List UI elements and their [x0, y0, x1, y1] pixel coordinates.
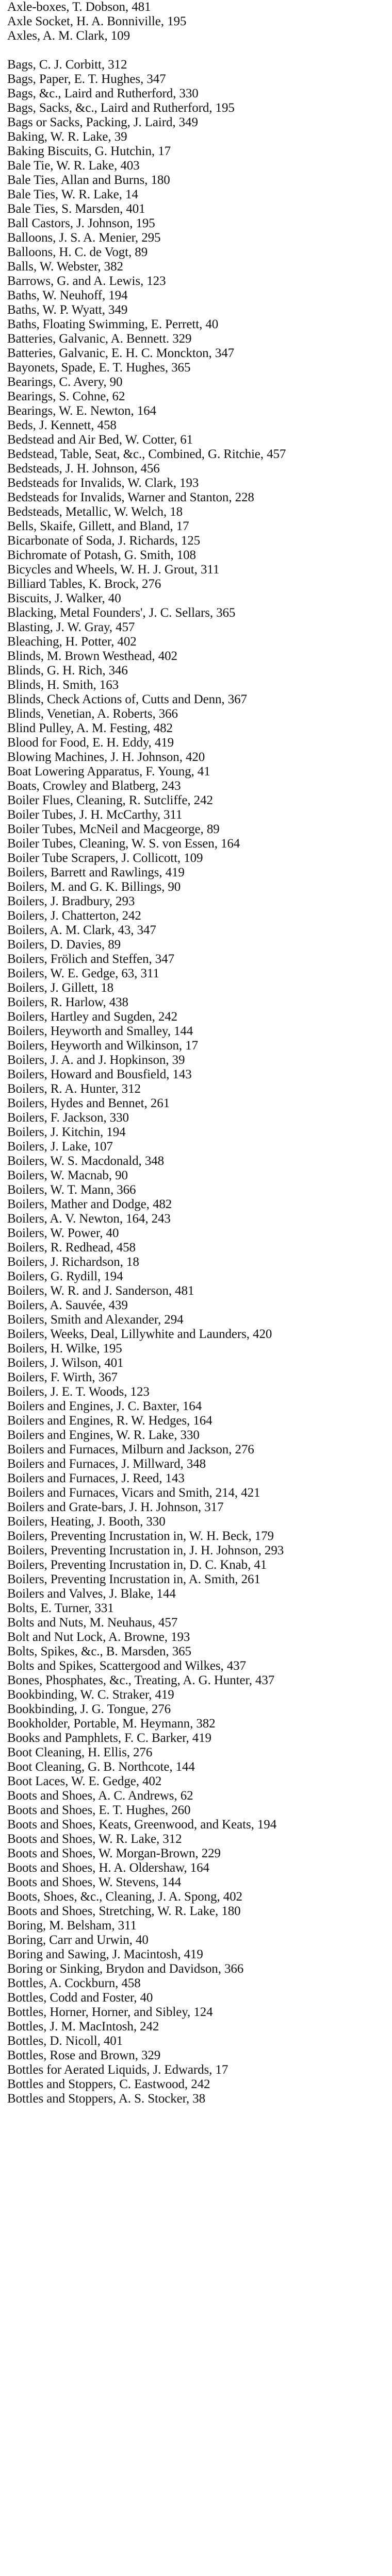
index-entry: Bags, C. J. Corbitt, 312 — [7, 58, 127, 72]
index-entry: Baths, W. P. Wyatt, 349 — [7, 303, 128, 317]
index-entry: Blinds, Venetian, A. Roberts, 366 — [7, 707, 178, 721]
index-entry: Bedsteads, Metallic, W. Welch, 18 — [7, 505, 183, 519]
index-entry: Boot Cleaning, G. B. Northcote, 144 — [7, 1760, 195, 1774]
index-entry: Boilers, M. and G. K. Billings, 90 — [7, 880, 181, 894]
index-entry: Baths, Floating Swimming, E. Perrett, 40 — [7, 317, 219, 331]
index-entry: Boring, Carr and Urwin, 40 — [7, 1933, 149, 1947]
index-entry: Bale Ties, S. Marsden, 401 — [7, 202, 145, 216]
index-entry: Boilers and Engines, R. W. Hedges, 164 — [7, 1414, 213, 1428]
index-entry: Boots and Shoes, Stretching, W. R. Lake, 180 — [7, 1904, 241, 1918]
index-entry: Boiler Tubes, McNeil and Macgeorge, 89 — [7, 822, 220, 836]
index-entry: Boiler Tubes, Cleaning, W. S. von Essen, 164 — [7, 837, 240, 851]
index-entry: Beds, J. Kennett, 458 — [7, 418, 117, 432]
index-entry: Boots and Shoes, H. A. Oldershaw, 164 — [7, 1861, 209, 1875]
index-entry: Boilers, Heyworth and Wilkinson, 17 — [7, 1039, 198, 1053]
index-entry: Boilers, W. R. and J. Sanderson, 481 — [7, 1284, 194, 1298]
index-entry: Bolts and Nuts, M. Neuhaus, 457 — [7, 1616, 178, 1630]
index-entry: Boilers, W. Macnab, 90 — [7, 1168, 128, 1182]
index-entry: Bottles, Rose and Brown, 329 — [7, 2048, 161, 2062]
index-entry: Balls, W. Webster, 382 — [7, 260, 123, 274]
index-entry: Boilers, J. E. T. Woods, 123 — [7, 1385, 150, 1399]
index-entry: Bedsteads for Invalids, Warner and Stanton, 228 — [7, 490, 254, 504]
index-entry: Bottles and Stoppers, A. S. Stocker, 38 — [7, 2092, 205, 2106]
index-entry: Boring or Sinking, Brydon and Davidson, 366 — [7, 1962, 244, 1976]
index-entry: Boilers, W. E. Gedge, 63, 311 — [7, 967, 159, 980]
index-entry: Bearings, C. Avery, 90 — [7, 375, 123, 389]
index-entry: Boilers, W. S. Macdonald, 348 — [7, 1154, 165, 1168]
index-entry: Boring, M. Belsham, 311 — [7, 1919, 137, 1933]
index-entry: Bolt and Nut Lock, A. Browne, 193 — [7, 1630, 190, 1644]
index-entry: Boats, Crowley and Blatberg, 243 — [7, 779, 181, 793]
index-entry: Bicycles and Wheels, W. H. J. Grout, 311 — [7, 563, 220, 577]
index-entry: Bolts and Spikes, Scattergood and Wilkes, 437 — [7, 1659, 246, 1673]
index-entry: Bags, &c., Laird and Rutherford, 330 — [7, 87, 199, 100]
index-entry: Bottles for Aerated Liquids, J. Edwards, 17 — [7, 2063, 228, 2077]
section-gap — [7, 43, 385, 58]
index-entry: Axle Socket, H. A. Bonniville, 195 — [7, 14, 187, 28]
index-entry: Boilers and Engines, W. R. Lake, 330 — [7, 1428, 200, 1442]
index-entry: Boilers, W. T. Mann, 366 — [7, 1183, 136, 1197]
index-entry: Boilers, Preventing Incrustation in, A. Smith, 261 — [7, 1572, 260, 1586]
index-entry: Boilers, H. Wilke, 195 — [7, 1342, 122, 1355]
index-entry: Bottles, J. M. MacIntosh, 242 — [7, 2020, 159, 2033]
index-entry: Bottles and Stoppers, C. Eastwood, 242 — [7, 2077, 210, 2091]
index-entry: Boilers, Weeks, Deal, Lillywhite and Launders, 420 — [7, 1327, 272, 1341]
index-entry: Bichromate of Potash, G. Smith, 108 — [7, 548, 196, 562]
index-entry: Axle-boxes, T. Dobson, 481 — [7, 0, 151, 14]
index-entry: Bolts, E. Turner, 331 — [7, 1601, 114, 1615]
index-entry: Boilers, Hartley and Sugden, 242 — [7, 1010, 178, 1024]
index-entry: Bags, Paper, E. T. Hughes, 347 — [7, 72, 166, 86]
index-entry: Boiler Flues, Cleaning, R. Sutcliffe, 242 — [7, 793, 213, 807]
index-entry: Bookholder, Portable, M. Heymann, 382 — [7, 1717, 216, 1731]
index-entry: Boiler Tubes, J. H. McCarthy, 311 — [7, 808, 183, 822]
index-entry: Boilers, Heyworth and Smalley, 144 — [7, 1024, 193, 1038]
index-entry: Balloons, J. S. A. Menier, 295 — [7, 231, 161, 245]
index-entry: Bookbinding, W. C. Straker, 419 — [7, 1688, 174, 1702]
index-entry: Boilers, J. Richardson, 18 — [7, 1255, 139, 1269]
index-entry: Boilers, W. Power, 40 — [7, 1226, 119, 1240]
index-entry: Boilers, Howard and Bousfield, 143 — [7, 1067, 192, 1081]
index-entry: Boilers, J. Lake, 107 — [7, 1140, 113, 1154]
index-entry: Blinds, M. Brown Westhead, 402 — [7, 649, 177, 663]
index-entry: Boilers and Grate-bars, J. H. Johnson, 317 — [7, 1500, 224, 1514]
index-entry: Blood for Food, E. H. Eddy, 419 — [7, 736, 174, 750]
index-entry: Boilers, J. Gillett, 18 — [7, 981, 114, 995]
index-entry: Bale Ties, Allan and Burns, 180 — [7, 173, 170, 187]
index-entry: Boots and Shoes, W. Stevens, 144 — [7, 1875, 182, 1889]
index-entry: Baths, W. Neuhoff, 194 — [7, 289, 128, 302]
index-entry: Blowing Machines, J. H. Johnson, 420 — [7, 750, 205, 764]
index-entry: Boilers, J. Chatterton, 242 — [7, 909, 141, 923]
index-entry: Boilers, Preventing Incrustation in, D. C. Knab, 41 — [7, 1558, 267, 1572]
index-entry: Blinds, G. H. Rich, 346 — [7, 664, 128, 677]
index-entry: Boilers, Frölich and Steffen, 347 — [7, 952, 174, 966]
index-entry: Boots and Shoes, E. T. Hughes, 260 — [7, 1803, 191, 1817]
index-entry: Boilers and Valves, J. Blake, 144 — [7, 1587, 176, 1601]
index-entry: Boilers, Heating, J. Booth, 330 — [7, 1515, 166, 1529]
index-entry: Bottles, Codd and Foster, 40 — [7, 1991, 153, 2005]
index-entry: Boilers and Furnaces, Milburn and Jackson, 276 — [7, 1443, 254, 1456]
index-entry: Boots and Shoes, Keats, Greenwood, and Keats, 194 — [7, 1818, 277, 1832]
index-entry: Billiard Tables, K. Brock, 276 — [7, 577, 161, 591]
index-entry: Boilers, F. Jackson, 330 — [7, 1111, 129, 1125]
index-entry: Boilers, J. Wilson, 401 — [7, 1356, 124, 1370]
index-entry: Bottles, A. Cockburn, 458 — [7, 1976, 141, 1990]
index-entry: Bolts, Spikes, &c., B. Marsden, 365 — [7, 1645, 191, 1658]
index-entry: Ball Castors, J. Johnson, 195 — [7, 216, 155, 230]
index-entry: Bookbinding, J. G. Tongue, 276 — [7, 1702, 171, 1716]
index-entry: Bicarbonate of Soda, J. Richards, 125 — [7, 534, 200, 548]
index-entry: Boilers, J. A. and J. Hopkinson, 39 — [7, 1053, 185, 1067]
index-entry: Bleaching, H. Potter, 402 — [7, 635, 137, 649]
index-entry: Bearings, W. E. Newton, 164 — [7, 404, 156, 418]
index-entry: Bedsteads for Invalids, W. Clark, 193 — [7, 476, 199, 490]
index-entry: Boilers, R. Harlow, 438 — [7, 995, 128, 1009]
index-entry: Bedsteads, J. H. Johnson, 456 — [7, 462, 160, 476]
index-entry: Batteries, Galvanic, A. Bennett. 329 — [7, 332, 192, 346]
index-entry: Bags or Sacks, Packing, J. Laird, 349 — [7, 115, 198, 129]
index-entry: Boilers, Smith and Alexander, 294 — [7, 1313, 184, 1327]
index-entry: Boilers and Engines, J. C. Baxter, 164 — [7, 1399, 202, 1413]
index-entry: Boilers and Furnaces, J. Reed, 143 — [7, 1471, 185, 1485]
index-entry: Blinds, Check Actions of, Cutts and Denn, 367 — [7, 692, 247, 706]
index-entry: Bells, Skaife, Gillett, and Bland, 17 — [7, 519, 189, 533]
index-entry: Boilers, Mather and Dodge, 482 — [7, 1197, 172, 1211]
index-entry: Bottles, D. Nicoll, 401 — [7, 2034, 123, 2048]
index-entry: Bayonets, Spade, E. T. Hughes, 365 — [7, 361, 191, 375]
index-entry: Boilers, F. Wirth, 367 — [7, 1370, 118, 1384]
index-entry: Boilers, A. M. Clark, 43, 347 — [7, 923, 156, 937]
index-entry: Boot Laces, W. E. Gedge, 402 — [7, 1774, 162, 1788]
index-entry: Boilers, R. A. Hunter, 312 — [7, 1082, 141, 1096]
index-entry: Boilers, Hydes and Bennet, 261 — [7, 1096, 170, 1110]
index-entry: Axles, A. M. Clark, 109 — [7, 29, 130, 43]
index-entry: Boilers, A. V. Newton, 164, 243 — [7, 1212, 171, 1226]
index-entry: Boiler Tube Scrapers, J. Collicott, 109 — [7, 851, 203, 865]
index-entry: Boots and Shoes, W. Morgan-Brown, 229 — [7, 1846, 221, 1860]
index-entry: Boots, Shoes, &c., Cleaning, J. A. Spong, 402 — [7, 1890, 242, 1904]
index-entry: Bottles, Horner, Horner, and Sibley, 124 — [7, 2005, 213, 2019]
index-entry: Boilers, J. Bradbury, 293 — [7, 894, 135, 908]
index-entry: Boat Lowering Apparatus, F. Young, 41 — [7, 765, 210, 778]
index-entry: Boilers, G. Rydill, 194 — [7, 1269, 123, 1283]
index-entry: Boilers, J. Kitchin, 194 — [7, 1125, 126, 1139]
index-entry: Biscuits, J. Walker, 40 — [7, 591, 121, 605]
index-entry: Boots and Shoes, A. C. Andrews, 62 — [7, 1789, 193, 1803]
index-entry: Blacking, Metal Founders', J. C. Sellars, 365 — [7, 606, 236, 620]
index-entry: Blinds, H. Smith, 163 — [7, 678, 119, 692]
index-entry: Bags, Sacks, &c., Laird and Rutherford, 195 — [7, 101, 235, 115]
index-entry: Bedstead, Table, Seat, &c., Combined, G. Ritchie, 457 — [7, 447, 286, 461]
index-entry: Blind Pulley, A. M. Festing, 482 — [7, 721, 173, 735]
index-entry: Boilers, D. Davies, 89 — [7, 938, 121, 952]
index-entry: Boilers, A. Sauvée, 439 — [7, 1298, 128, 1312]
index-entry: Blasting, J. W. Gray, 457 — [7, 620, 135, 634]
index-entry: Boilers, Preventing Incrustation in, J. H. Johnson, 293 — [7, 1544, 284, 1557]
index-entry: Bale Tie, W. R. Lake, 403 — [7, 159, 140, 173]
index-entry: Bones, Phosphates, &c., Treating, A. G. Hunter, 437 — [7, 1673, 275, 1687]
index-entry: Bedstead and Air Bed, W. Cotter, 61 — [7, 433, 193, 447]
index-entry: Balloons, H. C. de Vogt, 89 — [7, 245, 148, 259]
index-entry: Boilers and Furnaces, Vicars and Smith, 214, 421 — [7, 1486, 260, 1500]
index-entry: Boot Cleaning, H. Ellis, 276 — [7, 1745, 153, 1759]
index-entry: Boilers, R. Redhead, 458 — [7, 1241, 136, 1255]
index-entry: Boilers and Furnaces, J. Millward, 348 — [7, 1457, 206, 1471]
index-entry: Boilers, Barrett and Rawlings, 419 — [7, 866, 185, 879]
index-entry: Boilers, Preventing Incrustation in, W. H. Beck, 179 — [7, 1529, 274, 1543]
index-entry: Baking Biscuits, G. Hutchin, 17 — [7, 144, 171, 158]
index-entry: Books and Pamphlets, F. C. Barker, 419 — [7, 1731, 211, 1745]
index-entry: Bale Ties, W. R. Lake, 14 — [7, 188, 138, 201]
index-entry: Batteries, Galvanic, E. H. C. Monckton, 347 — [7, 346, 235, 360]
index-entry: Boring and Sawing, J. Macintosh, 419 — [7, 1947, 203, 1961]
index-entry: Boots and Shoes, W. R. Lake, 312 — [7, 1832, 182, 1846]
index-entry: Bearings, S. Cohne, 62 — [7, 389, 125, 403]
index-entry: Baking, W. R. Lake, 39 — [7, 130, 127, 144]
index-entry: Barrows, G. and A. Lewis, 123 — [7, 274, 166, 288]
